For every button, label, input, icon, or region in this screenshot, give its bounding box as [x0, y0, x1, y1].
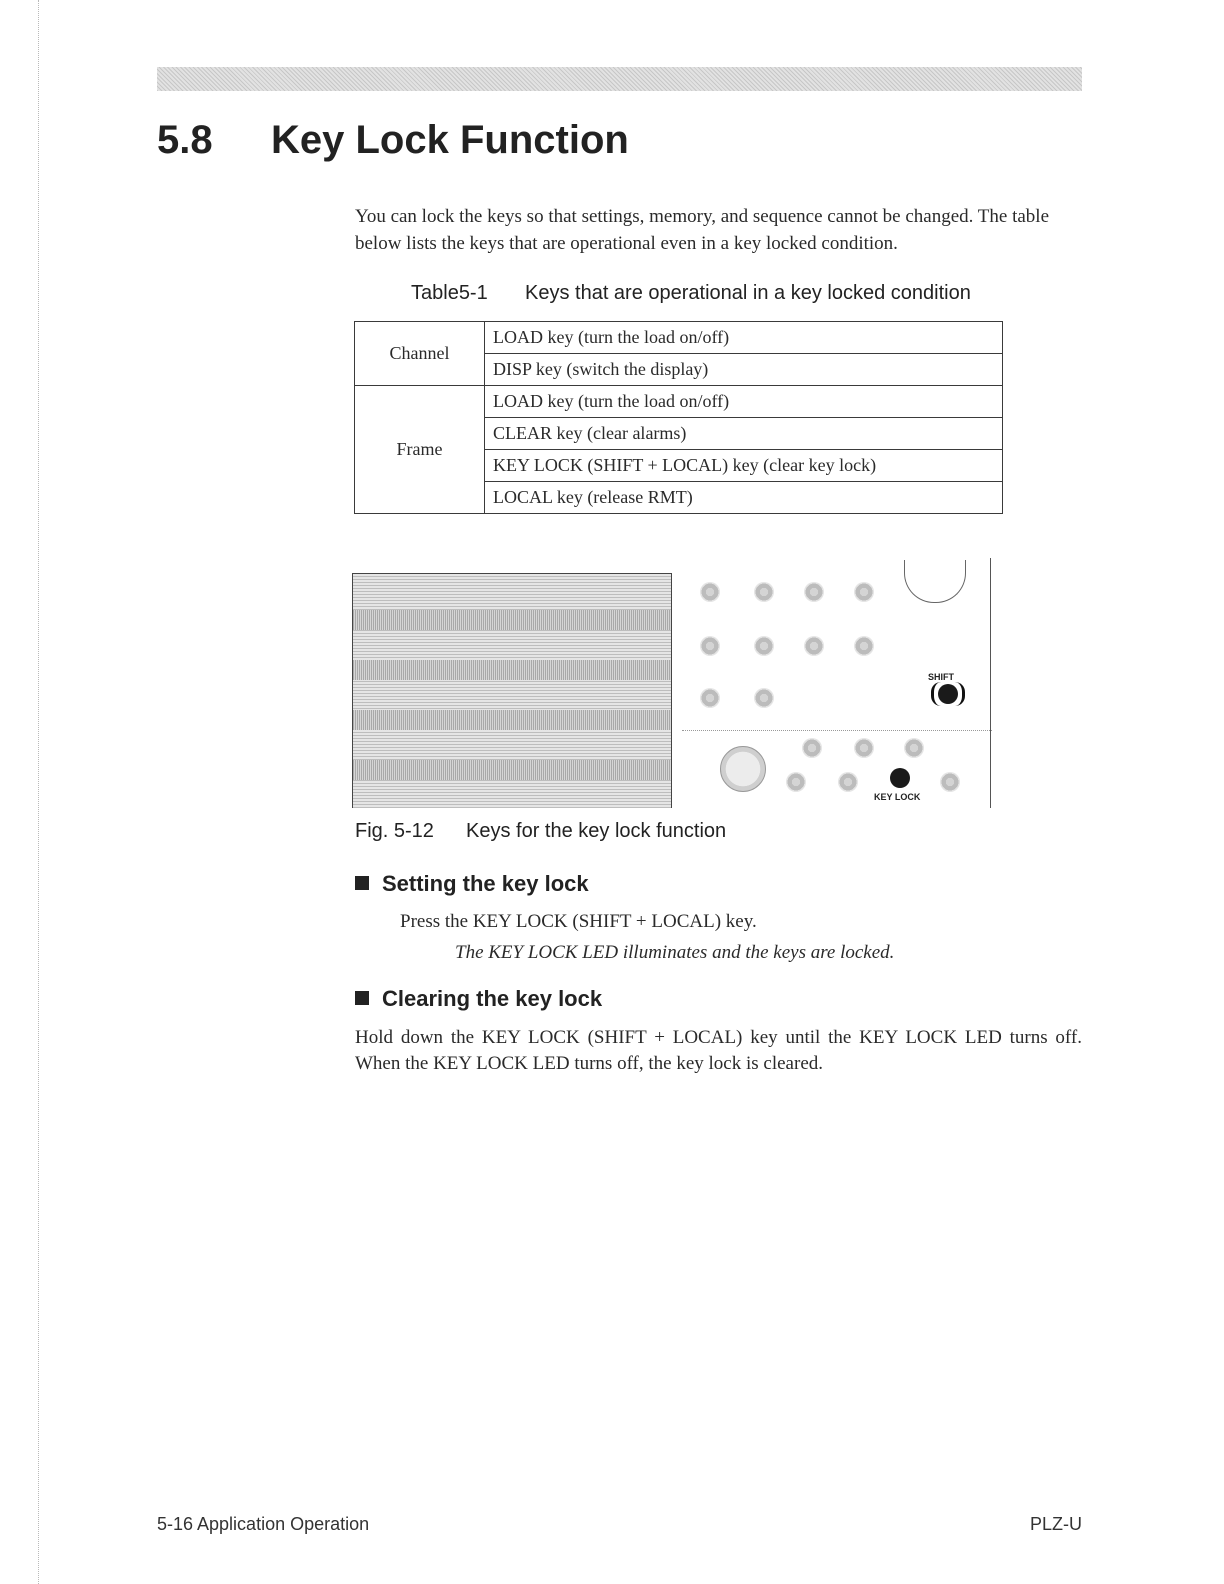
panel-key: [838, 772, 858, 792]
panel-key: [804, 636, 824, 656]
section-title-text: Key Lock Function: [271, 118, 629, 162]
bullet-square-icon: [355, 991, 369, 1005]
panel-key: [804, 582, 824, 602]
front-panel-photo: [682, 558, 992, 808]
table-cell: DISP key (switch the display): [485, 354, 1003, 386]
table-cell: LOAD key (turn the load on/off): [485, 322, 1003, 354]
shift-key: [931, 682, 965, 706]
table-caption: [411, 282, 971, 305]
figure-caption-text: Keys for the key lock function: [466, 820, 727, 842]
margin-rule: [38, 0, 39, 1584]
setting-result: The KEY LOCK LED illuminates and the keys are locked.: [455, 942, 895, 963]
keys-table: [354, 321, 1003, 514]
keylock-key: [890, 768, 910, 788]
clearing-heading-text: Clearing the key lock: [382, 986, 603, 1011]
table-cell: LOAD key (turn the load on/off): [485, 386, 1003, 418]
group-frame: Frame: [355, 386, 485, 514]
footer-page-label: 5-16 Application Operation: [157, 1514, 370, 1534]
group-channel: Channel: [355, 322, 485, 386]
intro-paragraph: You can lock the keys so that settings, memory, and sequence cannot be changed. The table below lists the keys that are operational even in a key locked condition.: [355, 206, 1050, 254]
panel-arc: [904, 560, 966, 603]
table-cell: CLEAR key (clear alarms): [485, 418, 1003, 450]
panel-key: [700, 636, 720, 656]
table-row: [355, 386, 1003, 418]
panel-key: [786, 772, 806, 792]
panel-divider: [682, 730, 992, 731]
rack-slot: [353, 610, 671, 630]
panel-key: [754, 688, 774, 708]
section-number: 5.8: [157, 118, 213, 162]
table-row: [355, 322, 1003, 354]
table-caption-number: Table5-1: [411, 282, 488, 304]
setting-heading-text: Setting the key lock: [382, 871, 589, 896]
shift-key-dot: [938, 684, 958, 704]
rack-slot: [353, 710, 671, 730]
setting-heading: [355, 871, 589, 897]
panel-key: [854, 582, 874, 602]
table-caption-text: Keys that are operational in a key locked condition: [525, 282, 971, 304]
section-title: [157, 118, 629, 163]
setting-step: Press the KEY LOCK (SHIFT + LOCAL) key.: [400, 911, 757, 932]
header-bar: [157, 67, 1082, 91]
panel-key: [904, 738, 924, 758]
panel-key: [854, 636, 874, 656]
footer-model: PLZ-U: [1029, 1514, 1082, 1534]
rack-slot: [353, 760, 671, 780]
bullet-square-icon: [355, 876, 369, 890]
panel-key: [700, 582, 720, 602]
clearing-heading: [355, 986, 602, 1012]
keylock-label: KEY LOCK: [874, 792, 921, 802]
table-cell: KEY LOCK (SHIFT + LOCAL) key (clear key lock): [485, 450, 1003, 482]
rack-slot: [353, 660, 671, 680]
panel-key: [802, 738, 822, 758]
panel-key: [940, 772, 960, 792]
panel-key: [854, 738, 874, 758]
shift-label: SHIFT: [928, 672, 954, 682]
keys-figure: [352, 558, 992, 808]
figure-caption: [355, 820, 726, 843]
panel-key: [754, 636, 774, 656]
panel-edge: [990, 558, 991, 808]
rack-panel-photo: [352, 573, 672, 808]
panel-key: [754, 582, 774, 602]
panel-key: [700, 688, 720, 708]
clearing-paragraph: Hold down the KEY LOCK (SHIFT + LOCAL) key until the KEY LOCK LED turns off. When the KEY LOCK LED turns off, the key lock is cleared.: [355, 1027, 1082, 1074]
table-cell: LOCAL key (release RMT): [485, 482, 1003, 514]
rotary-knob: [720, 746, 766, 792]
figure-caption-number: Fig. 5-12: [355, 820, 434, 842]
